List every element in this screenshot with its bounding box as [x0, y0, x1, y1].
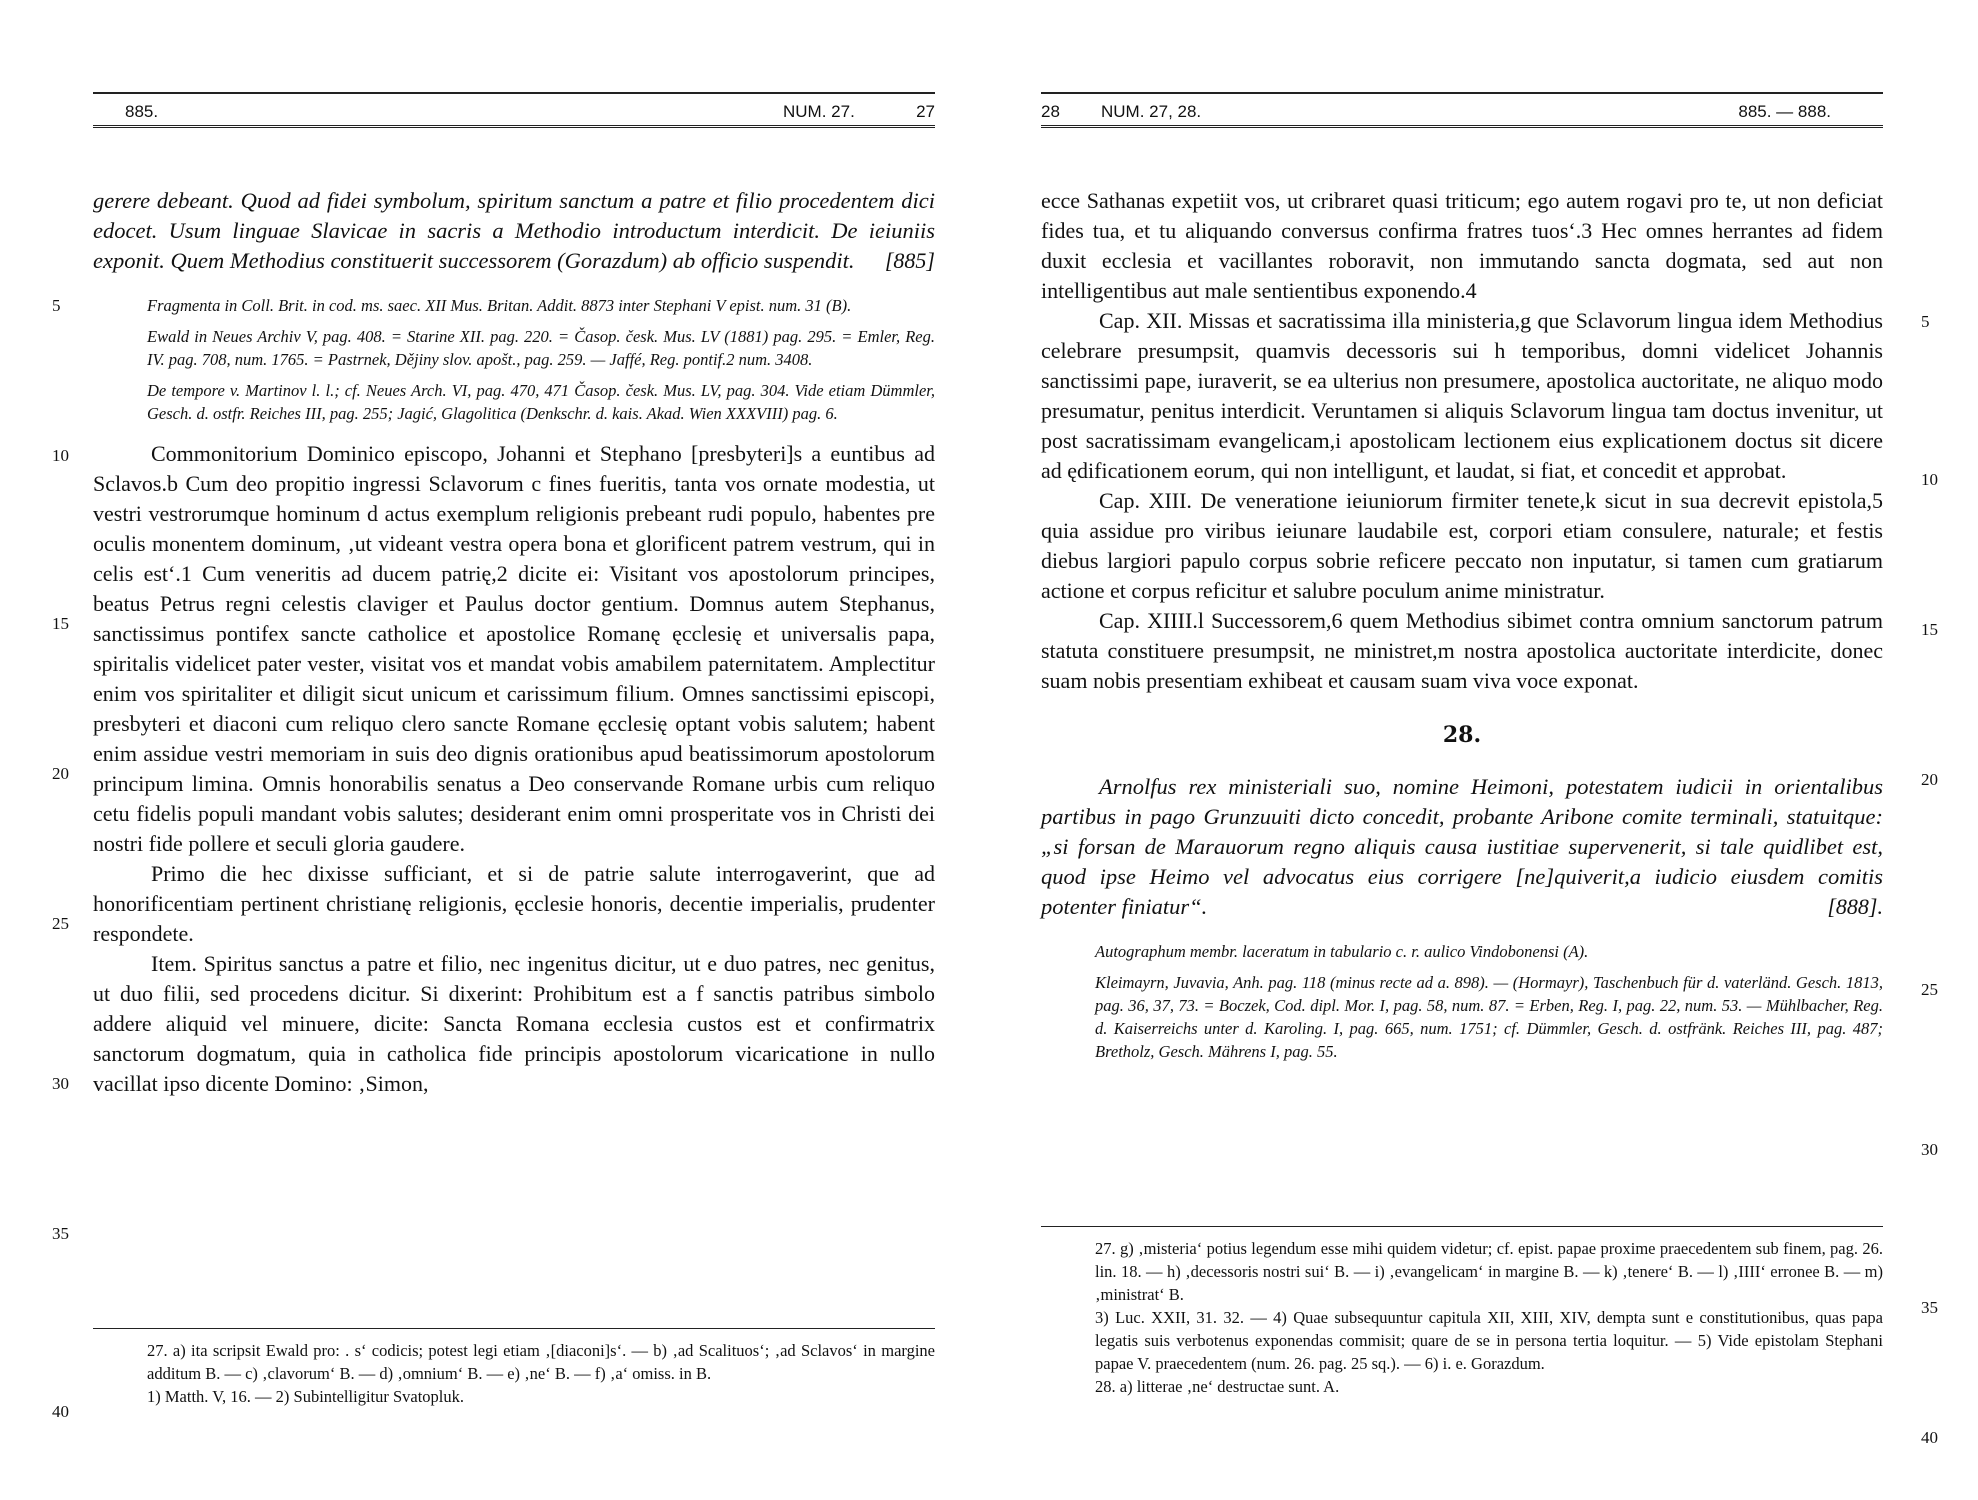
line-number: 15 [1921, 620, 1938, 639]
line-number: 40 [1921, 1428, 1938, 1447]
header-doc-number: NUM. 27, 28. [1101, 102, 1202, 121]
footnotes-left [93, 1328, 935, 1408]
line-number: 20 [1921, 770, 1938, 789]
footnote: 27. a) ita scripsit Ewald pro: . s‘ codicis; potest legi etiam ‚[diaconi]s‘. — b) ‚ad Scalituos‘; ‚ad Sclavos‘ in margine additum B. — c) ‚clavorum‘ B. — d) ‚omnium‘ B. — e) ‚ne‘ B. — f) ‚a‘ omiss. in B. [147, 1341, 935, 1383]
right-column [1041, 186, 1883, 1077]
document-number: 28. [1442, 722, 1482, 748]
document-date: [885] [884, 248, 935, 273]
header-page-number: 28 [1041, 102, 1060, 121]
footnote: 27. g) ‚misteria‘ potius legendum esse mihi quidem videtur; cf. epist. papae proxime praecedentem sub finem, pag. 26. lin. 18. — h) ‚decessoris nostri sui‘ B. — i) ‚evangelicam‘ in margine B. — k) ‚tenere‘ B. — l) ‚IIII‘ erronee B. — m) ‚ministrat‘ B. [1095, 1239, 1883, 1304]
line-number: 25 [52, 914, 69, 933]
source-citations [1095, 940, 1883, 1063]
line-number: 15 [52, 614, 69, 633]
header-doc-number: NUM. 27. [783, 102, 855, 121]
body-paragraph: ecce Sathanas expetiit vos, ut cribraret quasi triticum; ego autem rogavi pro te, ut non deficiat fides tua, et tu aliquando conversus confirma fratres tuos‘.3 Hec omnes herrantes ad fidem duxit ecclesia et vacillantes roboravit, non immutando sancta dogmata, sed aut non intelligentibus aut male sentientibus exponendo.4 [1041, 188, 1883, 303]
source-item: Autographum membr. laceratum in tabulario c. r. aulico Vindobonensi (A). [1095, 942, 1589, 961]
document-summary [1041, 772, 1883, 922]
running-header-right [1041, 92, 1883, 132]
footnote: 28. a) litterae ‚ne‘ destructae sunt. A. [1095, 1377, 1340, 1396]
line-number: 25 [1921, 980, 1938, 999]
line-number: 5 [1921, 312, 1930, 331]
left-column [93, 186, 935, 1099]
body-paragraph: Cap. XII. Missas et sacratissima illa ministeria,g que Sclavorum lingua idem Methodius celebrare presumpsit, quamvis decessoris sui h temporibus, domni videlicet Johannis sanctissimi pape, iuraverit, se ea ulterius non presumere, apostolica auctoritate, ne aliquo modo presumatur, penitus interdicit. Veruntamen si aliquis Sclavorum lingua tam doctus invenitur, ut post sacratissimam evangelicam,i apostolicam lectionem eius explicationem doctus sit dicere ad ędificationem eorum, qui non intelligunt, et laudat, si fiat, et concedit et approbat. [1041, 308, 1883, 483]
header-page-range: 885. — 888. [1738, 102, 1831, 121]
summary-text: Arnolfus rex ministeriali suo, nomine Heimoni, potestatem iudicii in orientalibus partibus in pago Grunzuuiti dicto concedit, probante Aribone comite terminali, statuitque: „si forsan de Marauorum regno aliquis causa iustitiae supervenerit, si tale quidlibet est, quod ipse Heimo vel advocatus eius corrigere [ne]quiverit,a iudicio eiusdem comitis potenter finiatur“. [1041, 774, 1883, 919]
line-number: 10 [1921, 470, 1938, 489]
summary-text: gerere debeant. Quod ad fidei symbolum, spiritum sanctum a patre et filio procedentem dici edocet. Usum linguae Slavicae in sacris a Methodio introductum interdicit. De ieiuniis exponit. Quem Methodius constituerit successorem (Gorazdum) ab officio suspendit. [93, 188, 935, 273]
source-citations [147, 294, 935, 425]
body-paragraph: Primo die hec dixisse sufficiant, et si de patrie salute interrogaverint, que ad honorificentiam pertinent christianę religionis, ęcclesie honoris, decentie imperialis, prudenter respondete. [93, 861, 935, 946]
line-number: 5 [52, 296, 61, 315]
body-paragraph: Item. Spiritus sanctus a patre et filio, nec ingenitus dicitur, ut e duo patres, nec genitus, ut duo filii, sed procedens dicitur. Si dixerint: Prohibitum est a f sanctis patribus simbolo addere aliquid vel minuere, dicite: Sancta Romana ecclesia custos est et confirmatrix sanctorum dogmatum, quia in catholica fide principis apostolorum vicaricatione in nullo vacillat ipso dicente Domino: ‚Simon, [93, 951, 935, 1096]
source-item: De tempore v. Martinov l. l.; cf. Neues Arch. VI, pag. 470, 471 Časop. česk. Mus. LV, pag. 304. Vide etiam Dümmler, Gesch. d. ostfr. Reiches III, pag. 255; Jagić, Glagolitica (Denkschr. d. kais. Akad. Wien XXXVIII) pag. 6. [147, 381, 935, 423]
line-number: 10 [52, 446, 69, 465]
line-number: 35 [1921, 1298, 1938, 1317]
footnote: 3) Luc. XXII, 31. 32. — 4) Quae subsequuntur capitula XII, XIII, XIV, dempta sunt e constitutionibus, quas papa legatis suis verbotenus exponendas commisit; quare de se in persona tertia loquitur. — 5) Vide epistolam Stephani papae V. praecedentem (num. 26. pag. 25 sq.). — 6) i. e. Gorazdum. [1095, 1308, 1883, 1373]
running-header-left [93, 92, 935, 132]
document-date: [888]. [1827, 894, 1883, 919]
body-paragraph: Commonitorium Dominico episcopo, Johanni et Stephano [presbyteri]s a euntibus ad Sclavos.b Cum deo propitio ingressi Sclavorum c fines fueritis, tanta vos ornate modestia, ut vestri vestrorumque hominum d actus exemplum religionis prebeant rudi populo, habentes pre oculis monentem dominum, ‚ut videant vestra opera bona et glorificent patrem vestrum, qui in celis est‘.1 Cum veneritis ad ducem patrię,2 dicite ei: Visitant vos apostolorum principes, beatus Petrus regni celestis claviger et Paulus doctor gentium. Domnus autem Stephanus, sanctissimus pontifex sancte catholice et apostolice Romanę ęcclesię et universalis papa, spiritalis videlicet pater vester, visitat vos et mandat vobis amabilem paternitatem. Amplectitur enim vos spiritaliter et diligit sicut unicum et carissimum filium. Omnes sanctissimi episcopi, presbyteri et diaconi cum reliquo clero sancte Romane ęcclesię optant vobis salutem; habent enim assidue vestri memoriam in suis deo dignis orationibus apud beatissimorum apostolorum principum limina. Omnis honorabilis senatus a Deo conservande Romane urbis cum reliquo cetu fidelis populi mandant vobis salutes; desiderant enim omni prosperitate vos in Christi dei nostri fide pollere et seculi gloria gaudere. [93, 441, 935, 856]
body-paragraph: Cap. XIIII.l Successorem,6 quem Methodius sibimet contra omnium sanctorum patrum statuta constituere presumpsit, ne ministret,m nostra apostolica auctoritate interdicite, donec suam nobis presentiam exhibeat et causam suam viva voce exponat. [1041, 608, 1883, 693]
footnotes-right [1041, 1226, 1883, 1398]
right-page [989, 0, 1978, 1500]
line-number: 40 [52, 1402, 69, 1421]
header-page-range: 885. [125, 102, 159, 121]
header-page-number: 27 [916, 102, 935, 121]
source-item: Ewald in Neues Archiv V, pag. 408. = Starine XII. pag. 220. = Časop. česk. Mus. LV (1881) pag. 295. = Emler, Reg. IV. pag. 708, num. 1765. = Pastrnek, Dějiny slov. apošt., pag. 259. — Jaffé, Reg. pontif.2 num. 3408. [147, 327, 935, 369]
line-number: 20 [52, 764, 69, 783]
line-number: 30 [52, 1074, 69, 1093]
body-paragraph: Cap. XIII. De veneratione ieiuniorum firmiter tenete,k sicut in sua decrevit epistola,5 quia assidue pro viribus ieiunare laudabile est, corpori etiam consulere, naturale; et festis diebus largiori papulo corpus sobrie reficere peccato non inputatur, si tamen cum gratiarum actione et corpus reficitur et salubre poculum anime ministratur. [1041, 488, 1883, 603]
line-number: 30 [1921, 1140, 1938, 1159]
document-summary [93, 186, 935, 276]
line-number: 35 [52, 1224, 69, 1243]
source-item: Fragmenta in Coll. Brit. in cod. ms. saec. XII Mus. Britan. Addit. 8873 inter Stephani V epist. num. 31 (B). [147, 296, 852, 315]
footnote: 1) Matth. V, 16. — 2) Subintelligitur Svatopluk. [147, 1387, 465, 1406]
source-item: Kleimayrn, Juvavia, Anh. pag. 118 (minus recte ad a. 898). — (Hormayr), Taschenbuch für d. vaterländ. Gesch. 1813, pag. 36, 37, 73. = Boczek, Cod. dipl. Mor. I, pag. 58, num. 87. = Erben, Reg. I, pag. 22, num. 53. — Mühlbacher, Reg. d. Kaiserreichs unter d. Karoling. I, pag. 665, num. 1751; cf. Dümmler, Gesch. d. ostfränk. Reiches III, pag. 487; Bretholz, Gesch. Mährens I, pag. 55. [1095, 973, 1883, 1061]
